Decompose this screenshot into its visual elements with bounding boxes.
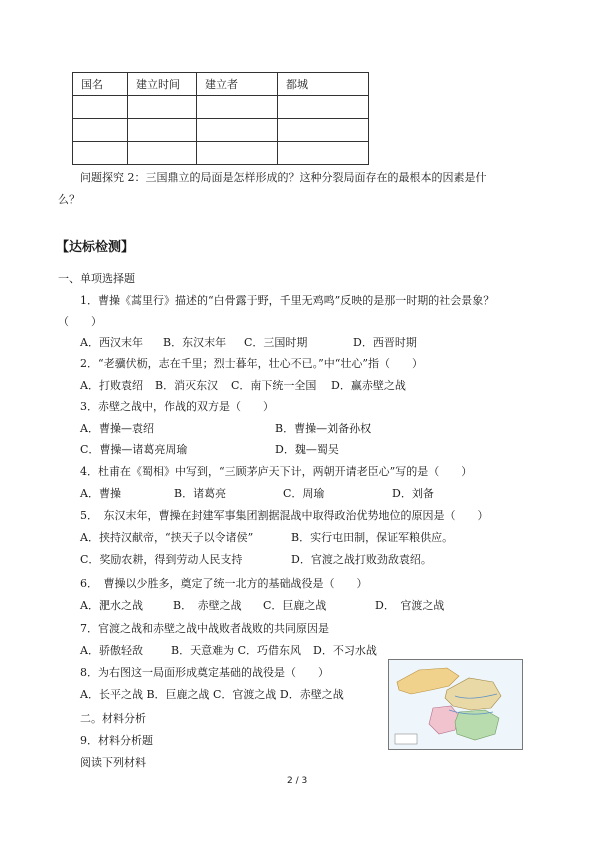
question-7-stem: 7．官渡之战和赤壁之战中战败者战败的共同原因是 [80, 622, 329, 635]
option[interactable]: D．官渡之战打败劲敌袁绍。 [291, 553, 432, 566]
part-2-title: 二。材料分析 [80, 712, 146, 725]
table-cell[interactable] [128, 119, 197, 142]
option[interactable]: B．诸葛亮 [174, 487, 227, 500]
option[interactable]: D．魏—蜀吴 [275, 443, 339, 456]
question-6-stem: 6． 曹操以少胜多，奠定了统一北方的基础战役是（ ） [80, 577, 368, 590]
table-cell[interactable] [73, 96, 128, 119]
option[interactable]: A．西汉末年 [80, 336, 143, 349]
option[interactable]: C．巨鹿之战 [263, 599, 327, 612]
option[interactable]: C．三国时期 [244, 336, 308, 349]
table-row [73, 96, 369, 119]
option[interactable]: D．不习水战 [313, 644, 377, 657]
question-4-stem: 4．杜甫在《蜀相》中写到，“三顾茅庐天下计，两朝开请老臣心”写的是（ ） [80, 465, 473, 478]
question-1-stem: 1．曹操《蒿里行》描述的“白骨露于野，千里无鸡鸣”反映的是那一时期的社会景象？ [80, 294, 495, 307]
option[interactable]: D．赢赤壁之战 [331, 379, 406, 392]
question-5-stem: 5． 东汉末年，曹操在封建军事集团割据混战中取得政治优势地位的原因是（ ） [80, 509, 489, 522]
part-1-title: 一、单项选择题 [58, 272, 135, 285]
table-header-cell: 建立时间 [128, 73, 197, 96]
map-drawing [389, 660, 522, 749]
table-cell[interactable] [197, 119, 278, 142]
option[interactable]: A．曹操—袁绍 [80, 422, 154, 435]
section-title: 【达标检测】 [56, 240, 135, 255]
option[interactable]: A．淝水之战 [80, 599, 143, 612]
table-cell[interactable] [278, 96, 369, 119]
table-cell[interactable] [197, 96, 278, 119]
question-8-stem: 8．为右图这一局面形成奠定基础的战役是（ ） [80, 666, 329, 679]
table-header-cell: 都城 [278, 73, 369, 96]
table-cell[interactable] [278, 119, 369, 142]
option[interactable]: A．曹操 [80, 487, 121, 500]
table-header-cell: 国名 [73, 73, 128, 96]
question-9-title: 9．材料分析题 [80, 734, 153, 747]
table-row [73, 142, 369, 165]
option[interactable]: B．消灭东汉 [155, 379, 219, 392]
table-header-row [73, 73, 369, 96]
page-number: 2 / 3 [287, 776, 308, 786]
option[interactable]: A．骄傲轻敌 [80, 644, 143, 657]
table-row [73, 119, 369, 142]
table-cell[interactable] [73, 142, 128, 165]
read-material-instruction: 阅读下列材料 [80, 756, 146, 769]
three-kingdoms-map-image [388, 659, 523, 750]
table-cell[interactable] [197, 142, 278, 165]
table-cell[interactable] [128, 96, 197, 119]
option[interactable]: B．天意难为 C．巧借东风 [171, 644, 301, 657]
answer-paren[interactable]: （ ） [58, 315, 102, 328]
map-legend [395, 734, 417, 744]
table-cell[interactable] [278, 142, 369, 165]
option[interactable]: C．曹操—诸葛亮周瑜 [80, 443, 188, 456]
option[interactable]: B．曹操—刘备孙权 [275, 422, 372, 435]
question-2-line2: 么？ [58, 193, 80, 206]
option[interactable]: D．刘备 [392, 487, 434, 500]
option[interactable]: A．长平之战 B．巨鹿之战 C．官渡之战 D．赤壁之战 [80, 688, 344, 701]
question-3-stem: 3．赤壁之战中，作战的双方是（ ） [80, 400, 274, 413]
table-header-cell: 建立者 [197, 73, 278, 96]
option[interactable]: A．挟持汉献帝，“挟天子以令诸侯” [80, 531, 254, 544]
option[interactable]: D．西晋时期 [353, 336, 417, 349]
option[interactable]: B． 赤壁之战 [173, 599, 242, 612]
option[interactable]: B．东汉末年 [163, 336, 227, 349]
table-cell[interactable] [128, 142, 197, 165]
question-2-line1: 问题探究 2：三国鼎立的局面是怎样形成的？这种分裂局面存在的最根本的因素是什 [80, 171, 487, 184]
state-info-table [72, 72, 369, 165]
option[interactable]: C．周瑜 [283, 487, 325, 500]
option[interactable]: A．打败袁绍 [80, 379, 143, 392]
option[interactable]: C．奖励农耕，得到劳动人民支持 [80, 553, 243, 566]
option[interactable]: D． 官渡之战 [375, 599, 445, 612]
table-cell[interactable] [73, 119, 128, 142]
option[interactable]: C．南下统一全国 [231, 379, 317, 392]
question-2-stem: 2．“老骥伏枥，志在千里；烈士暮年，壮心不已。”中“壮心”指（ ） [80, 357, 423, 370]
option[interactable]: B．实行屯田制，保证军粮供应。 [291, 531, 454, 544]
